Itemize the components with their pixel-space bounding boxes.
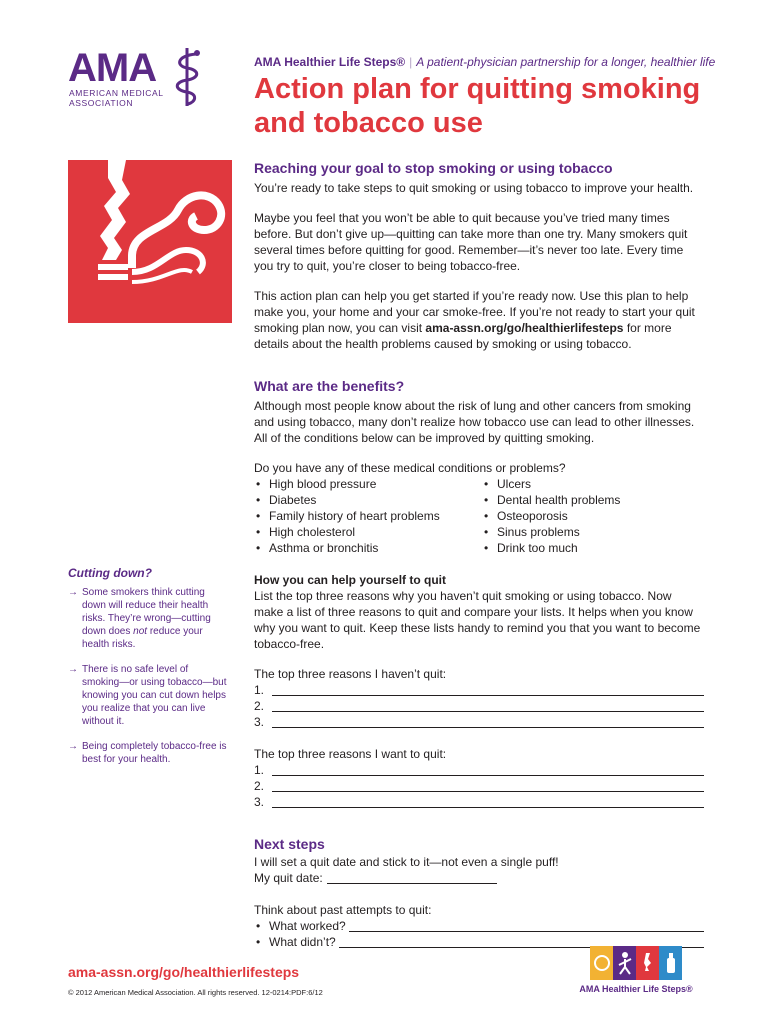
conditions-list-right (482, 476, 620, 556)
conditions-question: Do you have any of these medical conditions or problems? (254, 461, 566, 475)
reason-want-2: 2. (254, 778, 704, 794)
write-line[interactable] (272, 779, 704, 792)
main-column (254, 160, 704, 950)
section-heading-goal: Reaching your goal to stop smoking or using tobacco (254, 160, 613, 176)
what-worked-row: • What worked? (254, 918, 704, 934)
reason-havent-3: 3. (254, 714, 704, 730)
list-item: • Sinus problems (482, 524, 620, 540)
staff-of-asclepius-icon (168, 46, 206, 108)
what-didnt-row: • What didn’t? (254, 934, 704, 950)
food-plate-icon (590, 946, 613, 980)
reason-want-1: 1. (254, 762, 704, 778)
write-line[interactable] (272, 683, 704, 696)
tagline-separator: | (409, 55, 413, 69)
activity-figure-icon (613, 946, 636, 980)
list-item: • Family history of heart problems (254, 508, 482, 524)
list-label-havent-quit: The top three reasons I haven’t quit: (254, 667, 447, 681)
section-heading-next-steps: Next steps (254, 836, 325, 852)
list-item: • High blood pressure (254, 476, 482, 492)
arrow-right-icon: → (68, 664, 78, 675)
healthier-life-steps-logo (566, 946, 706, 994)
footer-copyright: © 2012 American Medical Association. All rights reserved. 12-0214:PDF:6/12 (68, 988, 323, 997)
section-heading-help-yourself: How you can help yourself to quit (254, 573, 447, 587)
ama-logo (68, 46, 218, 116)
logo-tiles (566, 946, 706, 980)
write-line[interactable] (272, 763, 704, 776)
list-item: • Asthma or bronchitis (254, 540, 482, 556)
paragraph-maybe: Maybe you feel that you won’t be able to quit because you’ve tried many times before. But don’t give up—quitting can take more than one try. Many smokers quit several times before quitting for good. Remember—it’s never too late. Every time you try to quit, you’re closer to being tobacco-free. (254, 211, 688, 273)
list-item: • Diabetes (254, 492, 482, 508)
paragraph-ready: You’re ready to take steps to quit smoking or using tobacco to improve your health. (254, 181, 694, 195)
cigarette-smoke-icon (68, 160, 232, 323)
write-line[interactable] (272, 699, 704, 712)
footer-url[interactable]: ama-assn.org/go/healthierlifesteps (68, 964, 300, 980)
header-tagline (254, 55, 715, 69)
sidebar-heading: Cutting down? (68, 566, 152, 580)
website-link[interactable]: ama-assn.org/go/healthierlifesteps (425, 321, 624, 335)
section-heading-benefits: What are the benefits? (254, 378, 405, 394)
reason-havent-2: 2. (254, 698, 704, 714)
what-worked-label: What worked? (269, 919, 346, 933)
paragraph-benefits: Although most people know about the risk of lung and other cancers from smoking and using tobacco, many don’t realize how tobacco use can lead to other illnesses. All of the conditions below can be improved by quitting smoking. (254, 399, 695, 445)
quit-date-field[interactable] (327, 871, 497, 884)
page-title: Action plan for quitting smoking and tobacco use (254, 73, 701, 139)
quit-date-row (254, 870, 704, 886)
tagline-brand: AMA Healthier Life Steps® (254, 55, 406, 69)
write-line[interactable] (272, 795, 704, 808)
list-item: • Dental health problems (482, 492, 620, 508)
what-didnt-label: What didn’t? (269, 935, 336, 949)
list-item: • Ulcers (482, 476, 620, 492)
quit-date-label: My quit date: (254, 871, 323, 885)
logo-subtitle: AMERICAN MEDICAL ASSOCIATION (69, 88, 164, 108)
past-attempts-label: Think about past attempts to quit: (254, 903, 432, 917)
sidebar-tip: → Being completely tobacco-free is best for your health. (68, 741, 227, 765)
logo-wordmark: AMA (68, 46, 157, 90)
write-line[interactable] (272, 715, 704, 728)
conditions-list-left (254, 476, 482, 556)
sidebar-tip: → Some smokers think cutting down will reduce their health risks. They’re wrong—cutting down does not reduce your health risks. (68, 587, 211, 650)
list-item: • Osteoporosis (482, 508, 620, 524)
what-worked-field[interactable] (349, 919, 704, 932)
quit-date-commitment: I will set a quit date and stick to it—not even a single puff! (254, 855, 559, 869)
no-smoking-illustration (68, 160, 232, 323)
arrow-right-icon: → (68, 741, 78, 752)
list-item: • Drink too much (482, 540, 620, 556)
list-label-want-quit: The top three reasons I want to quit: (254, 747, 447, 761)
conditions-lists (254, 476, 704, 556)
list-item: • High cholesterol (254, 524, 482, 540)
sidebar-cutting-down (68, 566, 228, 778)
reason-want-3: 3. (254, 794, 704, 810)
paragraph-action-plan: This action plan can help you get started if you’re ready now. Use this plan to help make you, your home and your car smoke-free. If you’re not ready to start your quit smoking plan now, you can visit ama-assn.org/go/healthierlifesteps for more details about the health problems caused by smoking or using tobacco. (254, 289, 695, 351)
no-smoking-icon (636, 946, 659, 980)
reason-havent-1: 1. (254, 682, 704, 698)
footer-brand: AMA Healthier Life Steps® (579, 984, 693, 994)
paragraph-help-yourself: List the top three reasons why you haven’t quit smoking or using tobacco. Now make a list of three reasons to quit and compare your lists. It helps when you know why you want to quit. Keep these lists handy to remind you that you want to become tobacco-free. (254, 589, 701, 651)
tagline-text: A patient-physician partnership for a longer, healthier life (416, 55, 716, 69)
sidebar-tip: → There is no safe level of smoking—or using tobacco—but knowing you can cut down helps you realize that you can live without it. (68, 664, 227, 727)
arrow-right-icon: → (68, 587, 78, 598)
drink-bottle-icon (659, 946, 682, 980)
